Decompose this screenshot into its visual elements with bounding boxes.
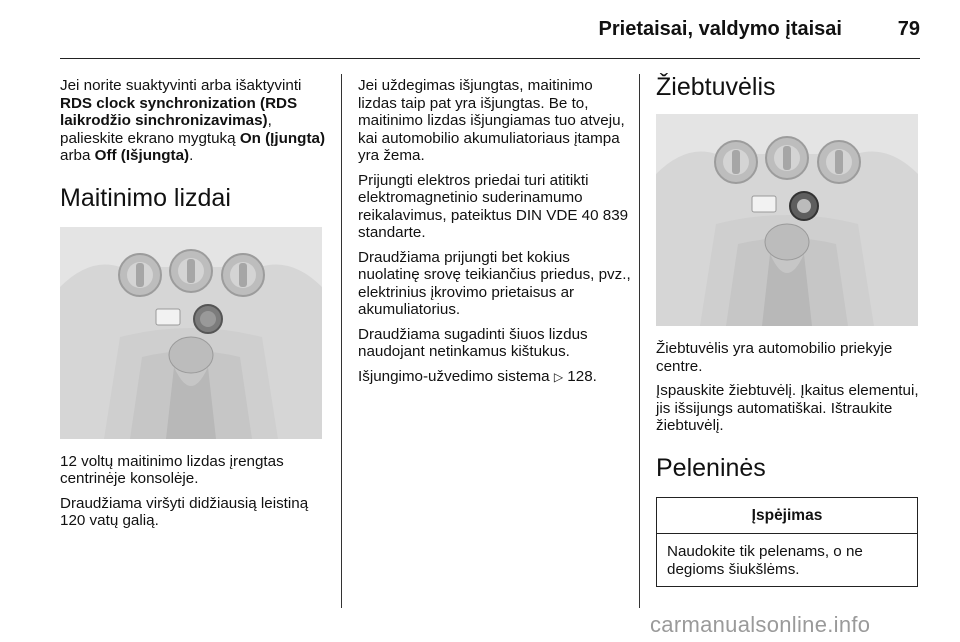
warning-body: Naudokite tik pelenams, o ne degioms šiukšlėms.	[667, 543, 863, 578]
off-button-label: Off (Išjungta)	[94, 147, 190, 164]
stop-start-page: 128.	[567, 367, 597, 385]
column-divider-1	[341, 74, 342, 608]
rds-intro-mid: , palieskite ekrano mygtuką	[60, 112, 272, 147]
ashtrays-heading: Peleninės	[656, 453, 766, 482]
page-number: 79	[897, 18, 920, 40]
lighter-usage-text: Įspauskite žiebtuvėlį. Įkaitus elementui, jis išsijungs automatiškai. Ištraukite žiebtuvėlį.	[656, 382, 919, 434]
ignition-off-text: Jei uždegimas išjungtas, maitinimo lizdas taip pat yra išjungtas. Be to, maitinimo lizdas išjungiamas tuo atveju, kai automobilio akumuliatoriaus įtampa yra žema.	[358, 77, 625, 164]
outlet-location-text: 12 voltų maitinimo lizdas įrengtas centrinėje konsolėje.	[60, 452, 284, 487]
page-header-title: Prietaisai, valdymo įtaisai	[598, 18, 842, 40]
no-current-supply-text: Draudžiama prijungti bet kokius nuolatinę srovę teikiančius priedus, pvz., elektrinius įkrovimo prietaisus ar akumuliatorius.	[358, 248, 631, 318]
outlet-power-limit-text: Draudžiama viršyti didžiausią leistiną 120 vatų galią.	[60, 494, 309, 529]
column-3	[656, 72, 921, 587]
no-damage-text: Draudžiama sugadinti šiuos lizdus naudojant netinkamus kištukus.	[358, 325, 588, 360]
power-outlet-illustration	[60, 227, 322, 439]
rds-setting-name: RDS clock synchronization (RDS laikrodžio sinchronizavimas)	[60, 94, 298, 129]
watermark: carmanualsonline.info	[650, 612, 871, 637]
warning-box	[656, 497, 918, 588]
rds-intro-end: .	[189, 147, 194, 164]
triangle-reference-icon: ▷	[553, 369, 564, 384]
rds-intro-or: arba	[60, 147, 95, 164]
emc-requirements-text: Prijungti elektros priedai turi atitikti elektromagnetinio suderinamumo reikalavimus, pateiktus DIN VDE 40 839 standarte.	[358, 171, 629, 241]
warning-title: Įspėjimas	[657, 498, 917, 535]
header-divider	[60, 58, 920, 59]
stop-start-reference	[358, 368, 633, 387]
lighter-location-text: Žiebtuvėlis yra automobilio priekyje centre.	[656, 340, 893, 375]
column-divider-2	[639, 74, 640, 608]
power-outlets-heading: Maitinimo lizdai	[60, 183, 231, 212]
stop-start-text: Išjungimo-užvedimo sistema	[358, 367, 554, 385]
column-1	[60, 77, 330, 537]
cigarette-lighter-illustration	[656, 114, 918, 326]
rds-intro-paragraph	[60, 77, 330, 165]
rds-intro-text: Jei norite suaktyvinti arba išaktyvinti	[60, 77, 302, 94]
on-button-label: On (Įjungta)	[239, 129, 326, 147]
cigarette-lighter-heading: Žiebtuvėlis	[656, 73, 776, 101]
column-2	[358, 77, 633, 393]
